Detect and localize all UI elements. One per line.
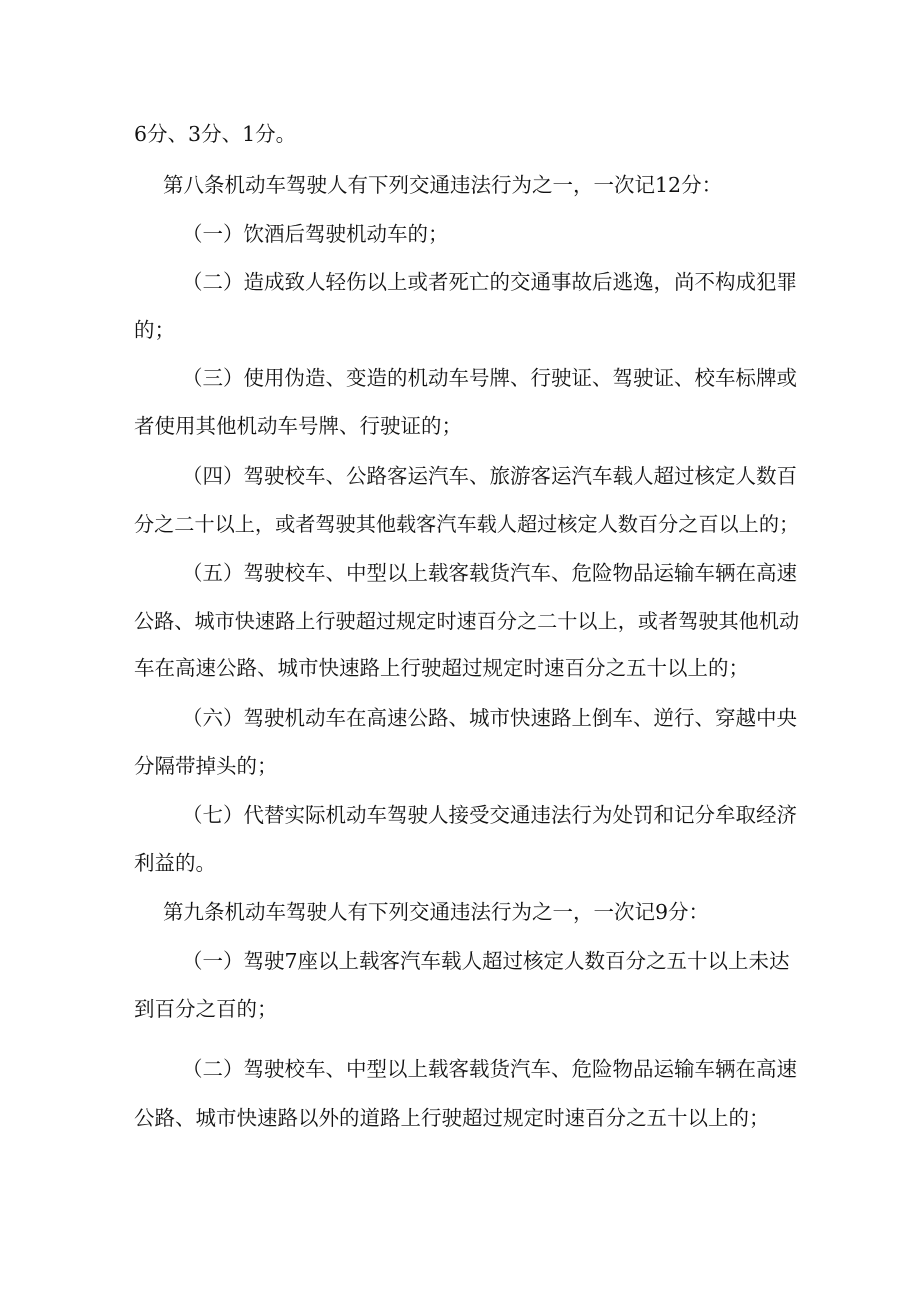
article-9-item-2: （二）驾驶校车、中型以上载客载货汽车、危险物品运输车辆在高速 xyxy=(182,1057,797,1081)
article-8-item-4-cont: 分之二十以上，或者驾驶其他载客汽车载人超过核定人数百分之百以上的； xyxy=(134,512,800,536)
article-8-item-7-cont: 利益的。 xyxy=(134,851,216,875)
article-9-item-1: （一）驾驶7座以上载客汽车载人超过核定人数百分之五十以上未达 xyxy=(182,949,790,973)
article-8-item-6-cont: 分隔带掉头的； xyxy=(134,754,278,778)
article-8-item-5-cont-2: 车在高速公路、城市快速路上行驶超过规定时速百分之五十以上的； xyxy=(134,656,749,680)
article-8-item-2: （二）造成致人轻伤以上或者死亡的交通事故后逃逸，尚不构成犯罪 xyxy=(182,270,797,294)
article-8-heading: 第八条机动车驾驶人有下列交通违法行为之一，一次记12分： xyxy=(163,173,723,197)
article-9-heading: 第九条机动车驾驶人有下列交通违法行为之一，一次记9分： xyxy=(163,900,710,924)
article-8-item-7: （七）代替实际机动车驾驶人接受交通违法行为处罚和记分牟取经济 xyxy=(182,803,797,827)
text-line: 6分、3分、1分。 xyxy=(134,122,297,146)
article-8-item-2-cont: 的； xyxy=(134,318,175,342)
article-8-item-6: （六）驾驶机动车在高速公路、城市快速路上倒车、逆行、穿越中央 xyxy=(182,706,797,730)
article-8-item-4: （四）驾驶校车、公路客运汽车、旅游客运汽车载人超过核定人数百 xyxy=(182,464,797,488)
article-8-item-3: （三）使用伪造、变造的机动车号牌、行驶证、驾驶证、校车标牌或 xyxy=(182,366,797,390)
article-8-item-3-cont: 者使用其他机动车号牌、行驶证的； xyxy=(134,414,462,438)
article-8-item-5: （五）驾驶校车、中型以上载客载货汽车、危险物品运输车辆在高速 xyxy=(182,561,797,585)
article-8-item-1: （一）饮酒后驾驶机动车的； xyxy=(182,222,449,246)
article-9-item-1-cont: 到百分之百的； xyxy=(134,997,278,1021)
article-8-item-5-cont-1: 公路、城市快速路上行驶超过规定时速百分之二十以上，或者驾驶其他机动 xyxy=(134,609,800,633)
article-9-item-2-cont: 公路、城市快速路以外的道路上行驶超过规定时速百分之五十以上的； xyxy=(134,1106,770,1130)
